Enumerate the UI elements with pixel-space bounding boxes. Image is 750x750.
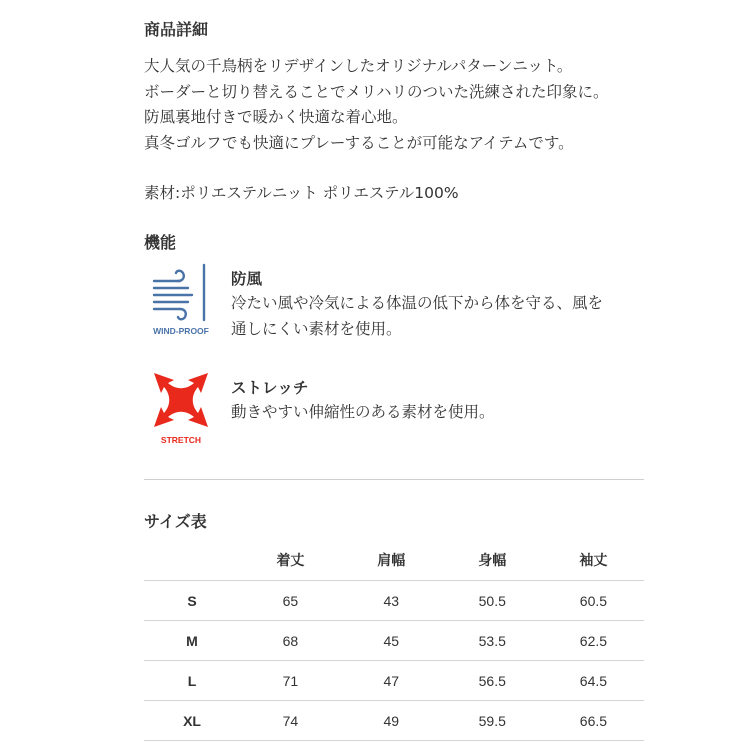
table-cell: 59.5: [442, 701, 543, 741]
table-cell: 45: [341, 621, 442, 661]
column-header: 身幅: [478, 553, 507, 569]
description-line: 真冬ゴルフでも快適にプレーすることが可能なアイテムです。: [144, 133, 574, 152]
wind-proof-icon: [148, 262, 214, 338]
stretch-text-line: 動きやすい伸縮性のある素材を使用。: [231, 403, 495, 421]
table-cell: 66.5: [543, 701, 644, 741]
column-header: 袖丈: [579, 553, 608, 569]
table-cell: 74: [240, 701, 341, 741]
description-line: ボーダーと切り替えることでメリハリのついた洗練された印象に。: [144, 82, 609, 101]
material-text: 素材:ポリエステルニット ポリエステル100%: [144, 184, 459, 202]
product-description: [144, 54, 609, 156]
table-cell: 71: [240, 661, 341, 701]
table-cell: 43: [341, 581, 442, 621]
windproof-text-line: 通しにくい素材を使用。: [231, 320, 402, 338]
stretch-description: [231, 399, 495, 425]
table-cell: 65: [240, 581, 341, 621]
table-row: [144, 621, 644, 661]
size-table: [144, 540, 644, 741]
size-label: M: [144, 621, 240, 661]
stretch-title: ストレッチ: [231, 379, 309, 397]
size-table-header-row: [144, 540, 644, 581]
column-header: 着丈: [276, 553, 305, 569]
table-cell: 49: [341, 701, 442, 741]
table-cell: 53.5: [442, 621, 543, 661]
description-line: 大人気の千鳥柄をリデザインしたオリジナルパターンニット。: [144, 57, 573, 75]
size-table-heading: サイズ表: [144, 512, 207, 531]
table-cell: 50.5: [442, 581, 543, 621]
description-line: 防風裏地付きで暖かく快適な着心地。: [144, 108, 408, 127]
table-row: [144, 701, 644, 741]
windproof-description: [231, 290, 603, 342]
table-cell: 60.5: [543, 581, 644, 621]
product-details-heading: 商品詳細: [144, 20, 209, 39]
column-header: 肩幅: [377, 553, 406, 569]
section-divider: [144, 479, 644, 480]
table-cell: 47: [341, 661, 442, 701]
table-row: [144, 581, 644, 621]
table-cell: 64.5: [543, 661, 644, 701]
size-label: L: [144, 661, 240, 701]
windproof-text-line: 冷たい風や冷気による体温の低下から体を守る、風を: [231, 294, 604, 312]
stretch-caption: STRETCH: [160, 435, 202, 445]
column-header: [144, 540, 240, 581]
wind-proof-caption: WIND-PROOF: [153, 326, 209, 336]
stretch-icon: [148, 370, 214, 450]
table-row: [144, 661, 644, 701]
windproof-title: 防風: [231, 270, 263, 288]
table-cell: 62.5: [543, 621, 644, 661]
size-label: S: [144, 581, 240, 621]
functions-heading: 機能: [144, 233, 177, 252]
table-cell: 56.5: [442, 661, 543, 701]
size-label: XL: [144, 701, 240, 741]
table-cell: 68: [240, 621, 341, 661]
